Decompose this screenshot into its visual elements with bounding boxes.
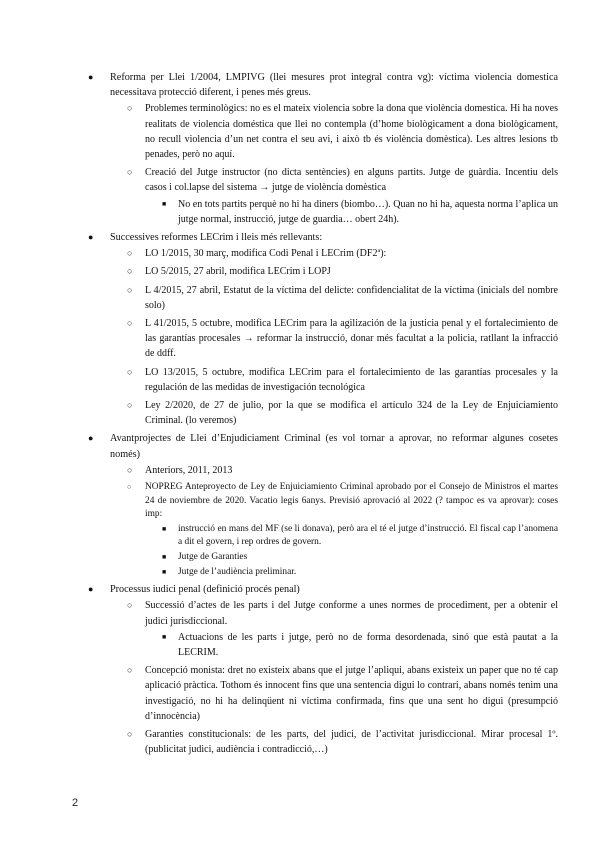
list-item-text: Problemes terminològics: no es el mateix violencia sobre la dona que violència domestica. Hi ha noves realitats de violencia doméstica que llei no contempla (d’home biològicament a dona biològicament, no recull violencia d’un net contra el seu avi, i això tb és violència domèstica). Les altres lesions tb penades, però no aquí. xyxy=(145,103,558,161)
bullet-icon: ● xyxy=(88,584,94,595)
circle-bullet-icon: ○ xyxy=(127,248,133,259)
bullet-list xyxy=(78,70,558,757)
list-item xyxy=(157,551,558,565)
sub-list xyxy=(110,463,558,579)
page-number: 2 xyxy=(72,797,79,809)
square-bullet-icon: ■ xyxy=(162,199,167,208)
list-item xyxy=(122,663,558,724)
circle-bullet-icon: ○ xyxy=(127,483,132,492)
circle-bullet-icon: ○ xyxy=(127,167,133,178)
circle-bullet-icon: ○ xyxy=(127,464,133,475)
list-item xyxy=(157,197,558,227)
square-bullet-icon: ■ xyxy=(162,567,167,576)
circle-bullet-icon: ○ xyxy=(127,729,133,740)
sub-list xyxy=(110,246,558,428)
list-item-text: Processus iudici penal (definició procés penal) xyxy=(110,584,300,596)
sub-sub-list xyxy=(145,523,558,579)
list-item xyxy=(78,70,558,227)
list-item xyxy=(122,283,558,313)
list-item-text: Jutge de l’audiència preliminar. xyxy=(178,566,297,577)
list-item xyxy=(122,246,558,261)
list-item-text: instrucció en mans del MF (se li donava), però ara el té el jutge d’instrucció. El fiscal cap l’anomena a dit el govern, i rep ordres de govern. xyxy=(178,523,558,548)
square-bullet-icon: ■ xyxy=(162,553,167,562)
list-item xyxy=(122,727,558,757)
square-bullet-icon: ■ xyxy=(162,632,167,641)
list-item xyxy=(78,582,558,757)
list-item xyxy=(122,598,558,660)
sub-list xyxy=(110,101,558,227)
list-item-text: L 4/2015, 27 abril, Estatut de la víctima del delicte: confidencialitat de la víctima (inicials del nombre solo) xyxy=(145,284,558,311)
list-item xyxy=(122,398,558,428)
list-item-text: Reforma per Llei 1/2004, LMPIVG (llei mesures prot integral contra vg): víctima violencia domestica necessitava protecció diferent, i penes més greus. xyxy=(110,72,558,99)
circle-bullet-icon: ○ xyxy=(127,318,133,329)
list-item-text: Creació del Jutge instructor (no dicta sentències) en alguns partits. Jutge de guàrdia. Incentiu dels casos i col.lapse del sistema → jutge de violència domèstica xyxy=(145,167,558,194)
circle-bullet-icon: ○ xyxy=(127,266,133,277)
list-item xyxy=(122,264,558,279)
sub-sub-list xyxy=(145,197,558,227)
list-item-text: Garanties constitucionals: de les parts, del judici, de l’activitat jurisdiccional. Mirar procesal 1º. (publicitat judici, audiència i contradicció,…) xyxy=(145,729,558,756)
list-item xyxy=(122,316,558,362)
list-item xyxy=(157,523,558,550)
sub-list xyxy=(110,598,558,757)
document-body xyxy=(78,70,558,760)
list-item-text: LO 13/2015, 5 octubre, modifica LECrim para el fortalecimiento de las garantías procesales y la regulación de las medidas de investigación tecnológica xyxy=(145,366,558,393)
circle-bullet-icon: ○ xyxy=(127,366,133,377)
list-item xyxy=(122,365,558,395)
list-item xyxy=(78,230,558,428)
list-item-text: NOPREG Anteproyecto de Ley de Enjuiciamiento Criminal aprobado por el Consejo de Ministros el martes 24 de noviembre de 2020. Vacatio legis 6anys. Previsió aprovació al 2022 (? tampoc es va aprovar): coses imp: xyxy=(145,482,558,520)
list-item xyxy=(78,431,558,579)
square-bullet-icon: ■ xyxy=(162,524,167,533)
list-item-text: Jutge de Garanties xyxy=(178,552,248,563)
sub-sub-list xyxy=(145,630,558,660)
list-item-text: LO 5/2015, 27 abril, modifica LECrim i LOPJ xyxy=(145,266,331,278)
list-item-text: Actuacions de les parts i jutge, però no de forma desordenada, sinó que està pautat a la LECRIM. xyxy=(178,631,558,659)
list-item xyxy=(157,630,558,660)
circle-bullet-icon: ○ xyxy=(127,665,133,676)
circle-bullet-icon: ○ xyxy=(127,600,133,611)
list-item-text: No en tots partits perquè no hi ha diners (biombo…). Quan no hi ha, aquesta norma l’aplica un jutge normal, instrucció, jutge de guardia… obert 24h). xyxy=(178,198,558,225)
circle-bullet-icon: ○ xyxy=(127,284,133,295)
list-item xyxy=(122,101,558,162)
list-item-text: Successives reformes LECrim i lleis més rellevants: xyxy=(110,232,323,244)
list-item-text: Avantprojectes de Llei d’Enjudiciament Criminal (es vol tornar a aprovar, no reformar algunes cosetes només) xyxy=(110,433,558,460)
list-item-text: Successió d’actes de les parts i del Jutge conforme a unes normes de procediment, per a obtenir el judici jurisdiccional. xyxy=(145,600,558,627)
list-item-text: LO 1/2015, 30 març, modifica Codi Penal i LECrim (DF2ª): xyxy=(145,248,387,260)
circle-bullet-icon: ○ xyxy=(127,103,133,114)
list-item-text: Concepció monista: dret no existeix abans que el jutge l’apliqui, abans existeix un paper que no té cap aplicació pràctica. Tothom és innocent fins que una sentencia digui lo contrari, abans només tenim una investigació, no hi ha delinqüent ni víctima confirmada, fins que una sent ho digui (presumpció d’innocència) xyxy=(145,665,558,722)
list-item-text: Anteriors, 2011, 2013 xyxy=(145,464,233,476)
bullet-icon: ● xyxy=(88,72,94,82)
circle-bullet-icon: ○ xyxy=(127,400,133,411)
bullet-icon: ● xyxy=(88,433,94,444)
list-item xyxy=(122,481,558,579)
list-item xyxy=(157,566,558,580)
list-item xyxy=(122,463,558,478)
list-item-text: L 41/2015, 5 octubre, modifica LECrim para la agilización de la justicia penal y el fortalecimiento de las garantías procesales → reformar la instrucció, donar més facultat a la policia, ratllant la infracció de ddff. xyxy=(145,318,558,360)
list-item-text: Ley 2/2020, de 27 de julio, por la que se modifica el artículo 324 de la Ley de Enjuiciamiento Criminal. (lo veremos) xyxy=(145,400,558,427)
bullet-icon: ● xyxy=(88,232,94,243)
list-item xyxy=(122,165,558,227)
